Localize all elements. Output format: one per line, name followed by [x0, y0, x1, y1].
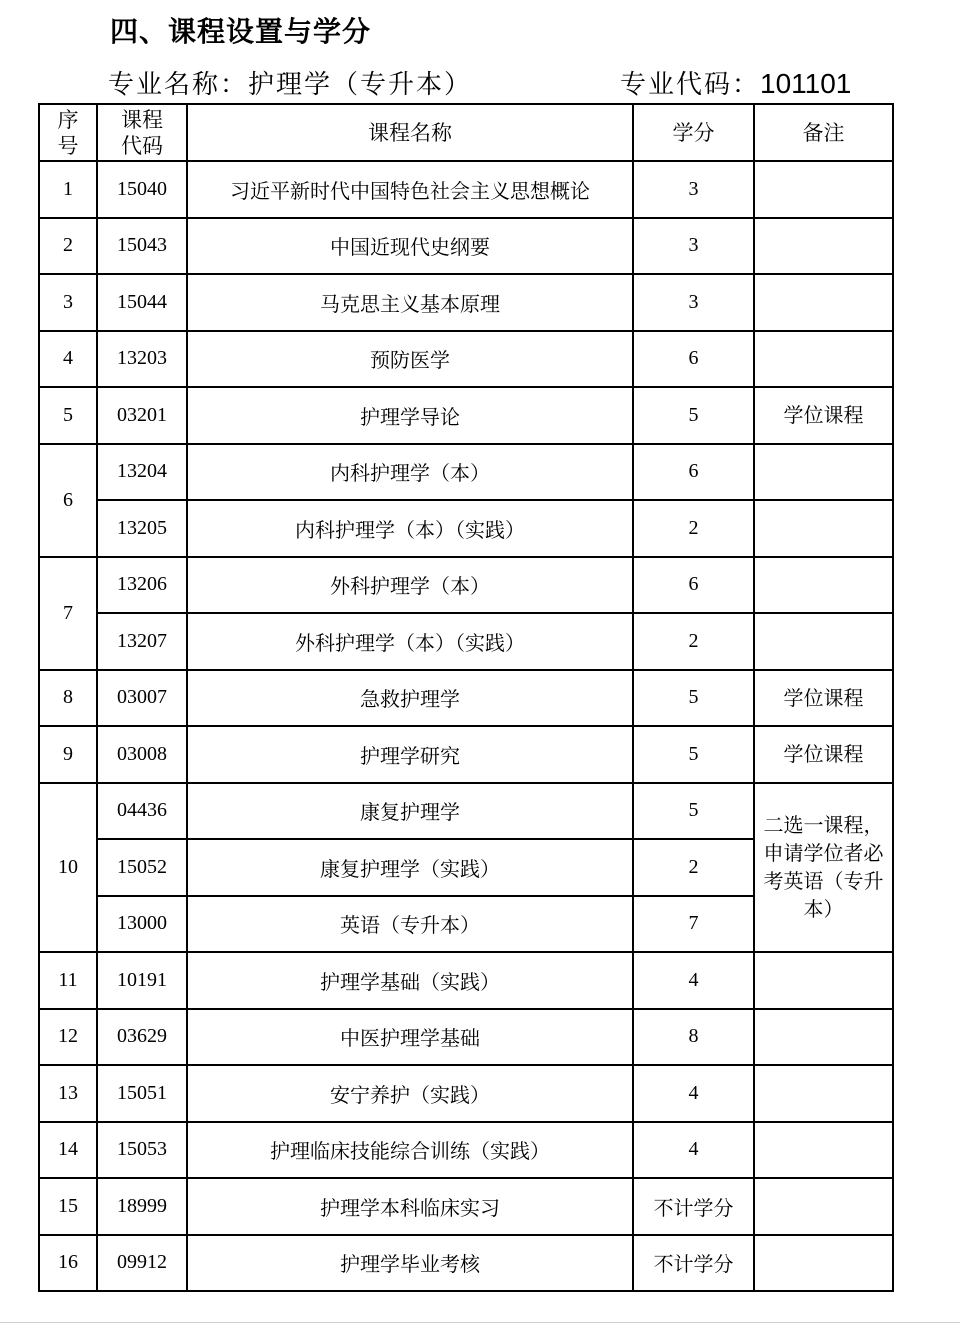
- code-cell: 03201: [97, 387, 187, 444]
- major-code-value: 101101: [760, 68, 852, 99]
- credit-cell: 不计学分: [633, 1178, 754, 1235]
- seq-cell: 16: [39, 1235, 97, 1292]
- note-cell: [754, 613, 893, 670]
- credit-cell: 4: [633, 952, 754, 1009]
- name-cell: 马克思主义基本原理: [187, 274, 633, 331]
- major-code-line: [620, 64, 851, 101]
- note-cell: [754, 1065, 893, 1122]
- credit-cell: 3: [633, 274, 754, 331]
- table-row: [39, 387, 893, 444]
- credit-cell: 不计学分: [633, 1235, 754, 1292]
- table-row: [39, 952, 893, 1009]
- seq-cell: 12: [39, 1009, 97, 1066]
- note-cell: [754, 1235, 893, 1292]
- credit-cell: 5: [633, 726, 754, 783]
- name-cell: 外科护理学（本）（实践）: [187, 613, 633, 670]
- table-row: [39, 1065, 893, 1122]
- table-row: [39, 161, 893, 218]
- note-cell: 学位课程: [754, 670, 893, 727]
- course-table: [38, 103, 894, 1292]
- code-cell: 13207: [97, 613, 187, 670]
- header-name: 课程名称: [187, 104, 633, 161]
- name-cell: 急救护理学: [187, 670, 633, 727]
- table-row: [39, 670, 893, 727]
- credit-cell: 2: [633, 500, 754, 557]
- note-cell: [754, 161, 893, 218]
- seq-cell: 10: [39, 783, 97, 953]
- code-cell: 03629: [97, 1009, 187, 1066]
- credit-cell: 3: [633, 161, 754, 218]
- note-cell: [754, 444, 893, 501]
- major-name-line: [108, 64, 472, 101]
- seq-cell: 6: [39, 444, 97, 557]
- table-row: [39, 613, 893, 670]
- table-row: [39, 1235, 893, 1292]
- major-name-label: 专业名称：: [108, 70, 249, 100]
- note-cell: [754, 557, 893, 614]
- name-cell: 康复护理学（实践）: [187, 839, 633, 896]
- major-name-value: 护理学（专升本）: [248, 70, 473, 100]
- seq-cell: 3: [39, 274, 97, 331]
- table-row: [39, 218, 893, 275]
- seq-cell: 14: [39, 1122, 97, 1179]
- code-cell: 03007: [97, 670, 187, 727]
- note-cell: [754, 1009, 893, 1066]
- credit-cell: 8: [633, 1009, 754, 1066]
- table-row: [39, 1178, 893, 1235]
- name-cell: 中医护理学基础: [187, 1009, 633, 1066]
- note-cell: [754, 952, 893, 1009]
- name-cell: 护理学毕业考核: [187, 1235, 633, 1292]
- name-cell: 护理临床技能综合训练（实践）: [187, 1122, 633, 1179]
- name-cell: 中国近现代史纲要: [187, 218, 633, 275]
- note-cell: 学位课程: [754, 726, 893, 783]
- credit-cell: 6: [633, 331, 754, 388]
- credit-cell: 5: [633, 783, 754, 840]
- name-cell: 内科护理学（本）（实践）: [187, 500, 633, 557]
- credit-cell: 2: [633, 613, 754, 670]
- header-credit: 学分: [633, 104, 754, 161]
- credit-cell: 4: [633, 1065, 754, 1122]
- code-cell: 09912: [97, 1235, 187, 1292]
- code-cell: 03008: [97, 726, 187, 783]
- seq-cell: 13: [39, 1065, 97, 1122]
- note-cell: [754, 500, 893, 557]
- code-cell: 15053: [97, 1122, 187, 1179]
- note-cell: 二选一课程，申请学位者必考英语（专升本）: [754, 783, 893, 953]
- credit-cell: 2: [633, 839, 754, 896]
- note-cell: [754, 331, 893, 388]
- table-row: [39, 726, 893, 783]
- name-cell: 康复护理学: [187, 783, 633, 840]
- name-cell: 护理学研究: [187, 726, 633, 783]
- credit-cell: 6: [633, 557, 754, 614]
- header-note: 备注: [754, 104, 893, 161]
- table-row: [39, 1122, 893, 1179]
- note-cell: [754, 1122, 893, 1179]
- table-row: [39, 331, 893, 388]
- note-cell: 学位课程: [754, 387, 893, 444]
- code-cell: 15043: [97, 218, 187, 275]
- code-cell: 13203: [97, 331, 187, 388]
- seq-cell: 8: [39, 670, 97, 727]
- section-title: 四、课程设置与学分: [110, 15, 372, 48]
- name-cell: 护理学本科临床实习: [187, 1178, 633, 1235]
- name-cell: 护理学导论: [187, 387, 633, 444]
- seq-cell: 15: [39, 1178, 97, 1235]
- credit-cell: 5: [633, 670, 754, 727]
- seq-cell: 5: [39, 387, 97, 444]
- table-row: [39, 557, 893, 614]
- code-cell: 15051: [97, 1065, 187, 1122]
- credit-cell: 5: [633, 387, 754, 444]
- code-cell: 13000: [97, 896, 187, 953]
- major-code-label: 专业代码：: [620, 70, 761, 100]
- seq-cell: 11: [39, 952, 97, 1009]
- name-cell: 预防医学: [187, 331, 633, 388]
- name-cell: 安宁养护（实践）: [187, 1065, 633, 1122]
- code-cell: 10191: [97, 952, 187, 1009]
- code-cell: 13206: [97, 557, 187, 614]
- note-cell: [754, 1178, 893, 1235]
- code-cell: 13205: [97, 500, 187, 557]
- name-cell: 外科护理学（本）: [187, 557, 633, 614]
- table-row: [39, 444, 893, 501]
- code-cell: 15044: [97, 274, 187, 331]
- table-row: [39, 274, 893, 331]
- seq-cell: 1: [39, 161, 97, 218]
- seq-cell: 7: [39, 557, 97, 670]
- credit-cell: 7: [633, 896, 754, 953]
- code-cell: 18999: [97, 1178, 187, 1235]
- code-cell: 15040: [97, 161, 187, 218]
- note-cell: [754, 274, 893, 331]
- header-code: 课程 代码: [97, 104, 187, 161]
- code-cell: 13204: [97, 444, 187, 501]
- table-row: [39, 783, 893, 840]
- name-cell: 习近平新时代中国特色社会主义思想概论: [187, 161, 633, 218]
- seq-cell: 4: [39, 331, 97, 388]
- code-cell: 15052: [97, 839, 187, 896]
- name-cell: 护理学基础（实践）: [187, 952, 633, 1009]
- name-cell: 英语（专升本）: [187, 896, 633, 953]
- credit-cell: 3: [633, 218, 754, 275]
- page-bottom-divider: [0, 1322, 960, 1323]
- credit-cell: 4: [633, 1122, 754, 1179]
- table-row: [39, 1009, 893, 1066]
- seq-cell: 2: [39, 218, 97, 275]
- code-cell: 04436: [97, 783, 187, 840]
- header-seq: 序 号: [39, 104, 97, 161]
- credit-cell: 6: [633, 444, 754, 501]
- seq-cell: 9: [39, 726, 97, 783]
- table-header-row: [39, 104, 893, 161]
- table-row: [39, 500, 893, 557]
- name-cell: 内科护理学（本）: [187, 444, 633, 501]
- note-cell: [754, 218, 893, 275]
